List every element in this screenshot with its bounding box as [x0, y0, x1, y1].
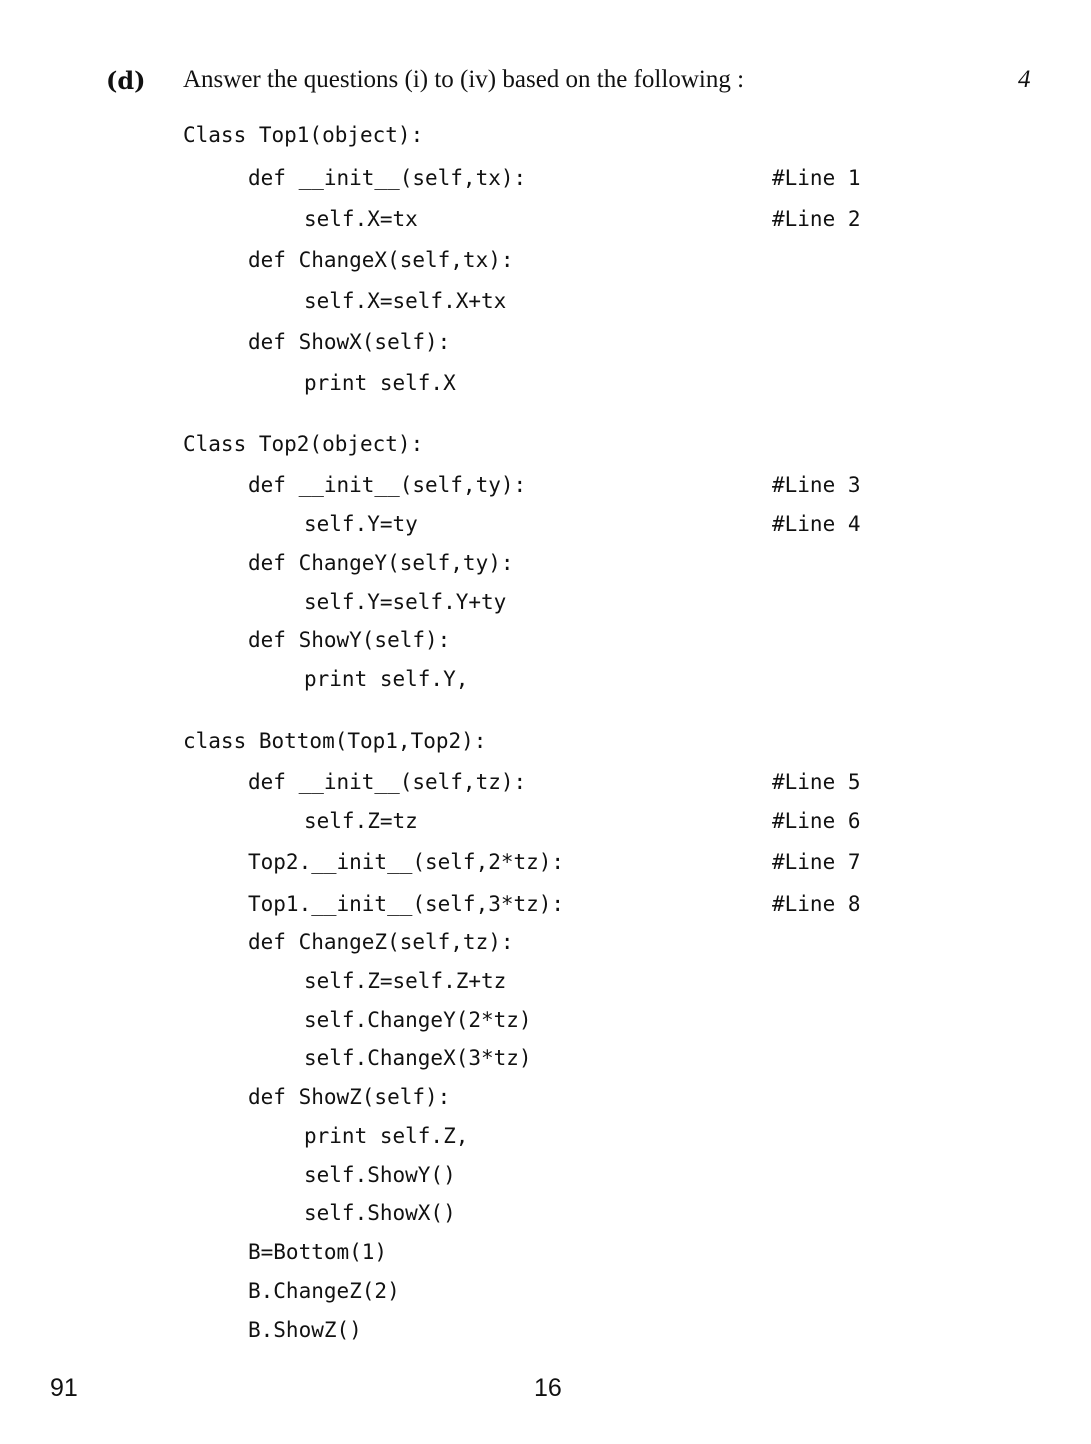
code-line: def ChangeX(self,tx): — [248, 248, 514, 272]
code-line: def __init__(self,tx): — [248, 166, 527, 190]
code-line: B=Bottom(1) — [248, 1240, 388, 1264]
line-comment: #Line 7 — [772, 850, 861, 874]
code-line: self.ShowY() — [304, 1163, 456, 1187]
code-line: print self.Y, — [304, 667, 469, 691]
question-label: (d) — [106, 66, 146, 95]
code-line: self.X=tx — [304, 207, 418, 231]
code-line: def ShowX(self): — [248, 330, 451, 354]
code-line: def __init__(self,tz): — [248, 770, 527, 794]
code-line: def __init__(self,ty): — [248, 473, 527, 497]
paper-code: 91 — [50, 1374, 78, 1402]
line-comment: #Line 3 — [772, 473, 861, 497]
code-line: self.ShowX() — [304, 1201, 456, 1225]
code-line: def ChangeY(self,ty): — [248, 551, 514, 575]
line-comment: #Line 8 — [772, 892, 861, 916]
code-line: print self.X — [304, 371, 456, 395]
code-line: self.ChangeX(3*tz) — [304, 1046, 532, 1070]
code-line: class Bottom(Top1,Top2): — [183, 729, 487, 753]
code-line: B.ShowZ() — [248, 1318, 362, 1342]
code-line: Class Top2(object): — [183, 432, 424, 456]
line-comment: #Line 6 — [772, 809, 861, 833]
code-line: Top2.__init__(self,2*tz): — [248, 850, 565, 874]
code-line: self.X=self.X+tx — [304, 289, 507, 313]
code-line: Class Top1(object): — [183, 123, 424, 147]
code-line: print self.Z, — [304, 1124, 469, 1148]
question-marks: 4 — [1018, 66, 1031, 93]
code-line: self.Y=self.Y+ty — [304, 590, 507, 614]
question-text: Answer the questions (i) to (iv) based on the following : — [183, 66, 745, 93]
code-line: self.ChangeY(2*tz) — [304, 1008, 532, 1032]
line-comment: #Line 4 — [772, 512, 861, 536]
code-line: self.Z=self.Z+tz — [304, 969, 507, 993]
line-comment: #Line 2 — [772, 207, 861, 231]
code-line: self.Z=tz — [304, 809, 418, 833]
code-line: def ShowY(self): — [248, 628, 451, 652]
code-line: def ChangeZ(self,tz): — [248, 930, 514, 954]
code-line: Top1.__init__(self,3*tz): — [248, 892, 565, 916]
line-comment: #Line 1 — [772, 166, 861, 190]
code-line: def ShowZ(self): — [248, 1085, 451, 1109]
code-line: self.Y=ty — [304, 512, 418, 536]
line-comment: #Line 5 — [772, 770, 861, 794]
page-number: 16 — [534, 1374, 562, 1402]
code-line: B.ChangeZ(2) — [248, 1279, 400, 1303]
